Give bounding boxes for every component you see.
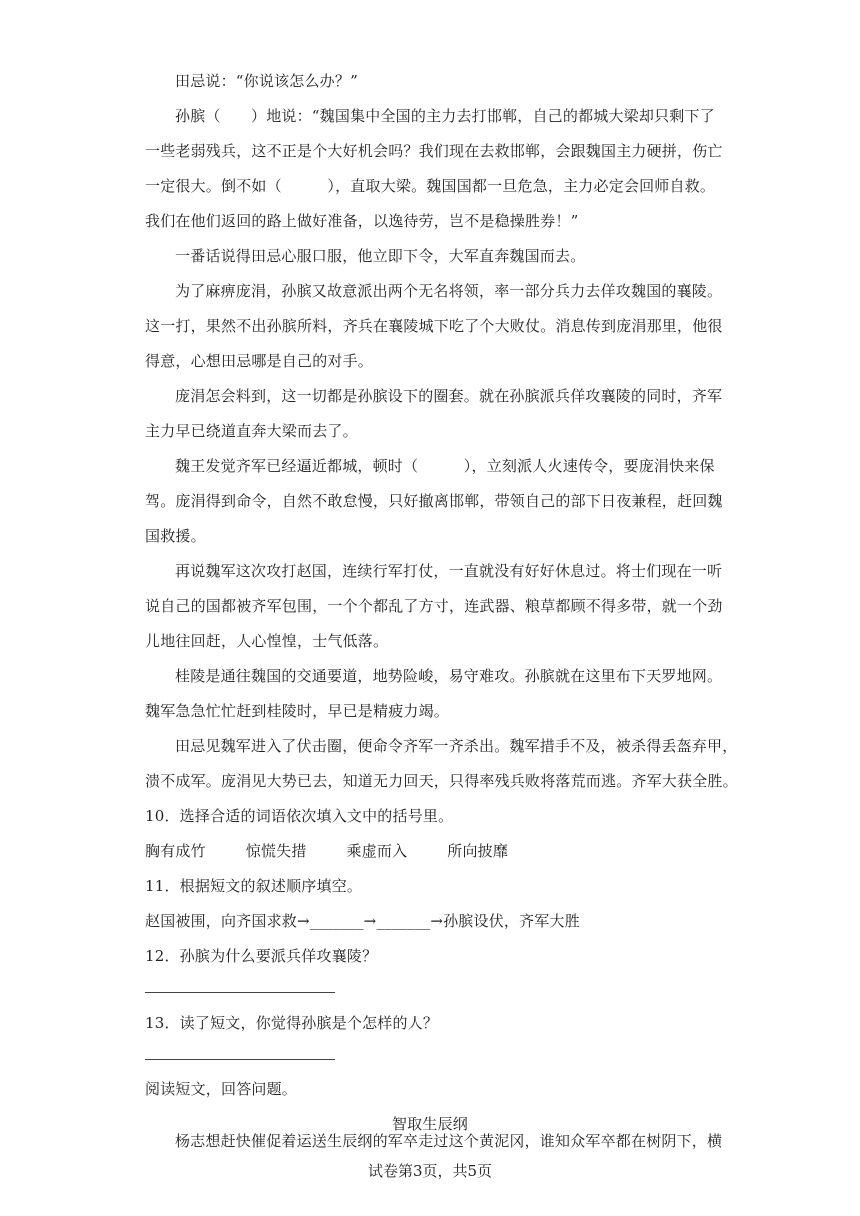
passage-line: 孙膑（ ）地说：“魏国集中全国的主力去打邯郸，自己的都城大梁却只剩下了	[175, 107, 715, 125]
question-10: 10．选择合适的词语依次填入文中的括号里。	[145, 807, 454, 825]
passage-line: 田忌见魏军进入了伏击圈，便命令齐军一齐杀出。魏军措手不及，被杀得丢盔弃甲，	[175, 737, 738, 755]
reading-instruction: 阅读短文，回答问题。	[145, 1080, 298, 1098]
page-footer: 试卷第3页，共5页	[367, 1162, 493, 1180]
question-11: 11．根据短文的叙述顺序填空。	[145, 877, 363, 895]
passage-line: 再说魏军这次攻打赵国，连续行军打仗，一直就没有好好休息过。将士们现在一听	[175, 562, 723, 580]
passage-title: 智取生辰纲	[391, 1115, 468, 1133]
word-option: 所向披靡	[447, 842, 509, 860]
word-options	[145, 840, 715, 862]
passage-line: 田忌说：“你说该怎么办？”	[175, 72, 358, 90]
passage-line: 这一打，果然不出孙膑所料，齐兵在襄陵城下吃了个大败仗。消息传到庞涓那里，他很	[145, 317, 723, 335]
question-12: 12．孙膑为什么要派兵佯攻襄陵？	[145, 947, 378, 965]
passage-line: 一些老弱残兵，这不正是个大好机会吗？我们现在去救邯郸，会跟魏国主力硬拼，伤亡	[145, 142, 723, 160]
passage-line: 魏王发觉齐军已经逼近都城，顿时（ ），立刻派人火速传令，要庞涓快来保	[175, 457, 715, 475]
passage-line: 一定很大。倒不如（ ），直取大梁。魏国国都一旦危急，主力必定会回师自救。	[145, 177, 716, 195]
passage-line: 儿地往回赶，人心惶惶，士气低落。	[145, 632, 389, 650]
word-option: 惊慌失措	[245, 842, 307, 860]
passage-line: 我们在他们返回的路上做好准备，以逸待劳，岂不是稳操胜券！”	[145, 212, 579, 230]
answer-line[interactable]	[145, 1059, 335, 1060]
passage-line: 国救援。	[145, 527, 206, 545]
passage-line: 为了麻痹庞涓，孙膑又故意派出两个无名将领，率一部分兵力去佯攻魏国的襄陵。	[175, 282, 723, 300]
passage-line: 桂陵是通往魏国的交通要道，地势险峻，易守难攻。孙膑就在这里布下天罗地网。	[175, 667, 723, 685]
passage-line: 杨志想赶快催促着运送生辰纲的军卒走过这个黄泥冈，谁知众军卒都在树阴下，横	[175, 1132, 723, 1150]
question-13: 13．读了短文，你觉得孙膑是个怎样的人？	[145, 1014, 439, 1032]
word-option: 乘虚而入	[346, 842, 408, 860]
passage-line: 得意，心想田忌哪是自己的对手。	[145, 352, 374, 370]
answer-line[interactable]	[145, 992, 335, 993]
passage-line: 主力早已绕道直奔大梁而去了。	[145, 422, 358, 440]
passage-line: 庞涓怎会料到，这一切都是孙膑设下的圈套。就在孙膑派兵佯攻襄陵的同时，齐军	[175, 387, 723, 405]
passage-line: 魏军急急忙忙赶到桂陵时，早已是精疲力竭。	[145, 702, 450, 720]
passage-line: 一番话说得田忌心服口服，他立即下令，大军直奔魏国而去。	[175, 247, 586, 265]
word-option: 胸有成竹	[145, 842, 206, 860]
passage-line: 说自己的国都被齐军包围，一个个都乱了方寸，连武器、粮草都顾不得多带，就一个劲	[145, 597, 723, 615]
passage-line: 溃不成军。庞涓见大势已去，知道无力回天，只得率残兵败将落荒而逃。齐军大获全胜。	[145, 772, 738, 790]
sequence-fill: 赵国被围，向齐国求救→_______→_______→孙膑设伏，齐军大胜	[145, 912, 580, 930]
passage-line: 驾。庞涓得到命令，自然不敢怠慢，只好撤离邯郸，带领自己的部下日夜兼程，赶回魏	[145, 492, 723, 510]
